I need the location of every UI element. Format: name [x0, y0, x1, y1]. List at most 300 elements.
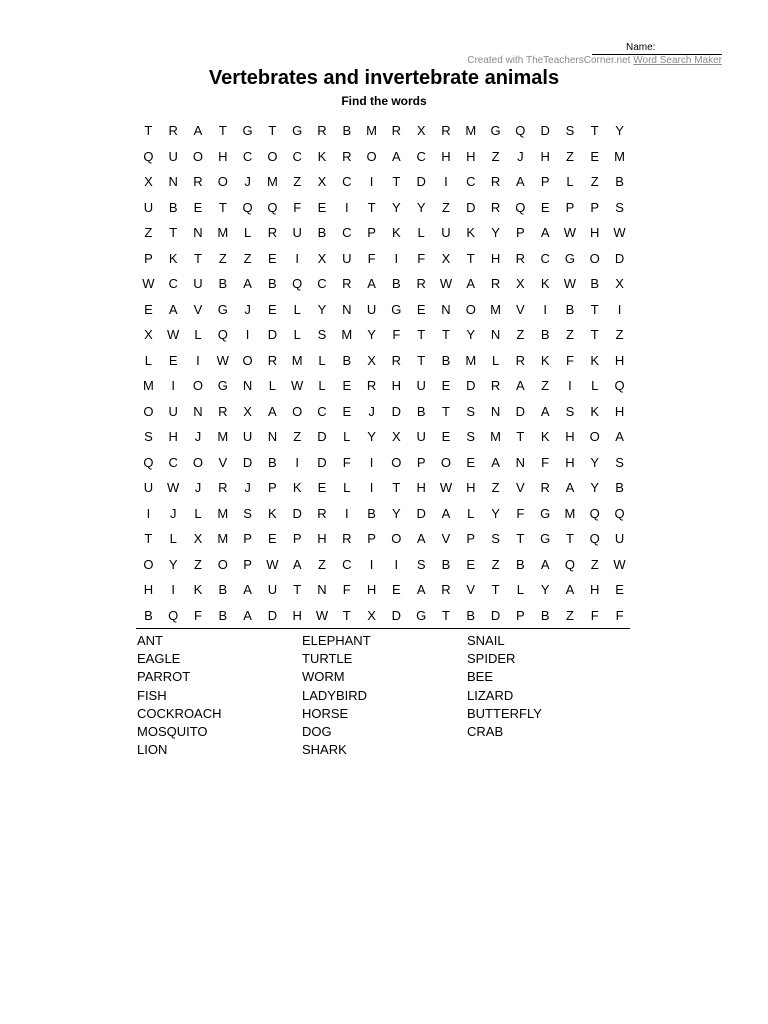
grid-letter: I: [171, 378, 175, 394]
grid-letter: X: [441, 250, 451, 266]
grid-letter: N: [242, 378, 253, 394]
grid-letter: T: [441, 327, 450, 343]
grid-letter: C: [466, 174, 476, 190]
grid-letter: C: [342, 174, 352, 190]
grid-letter: O: [267, 148, 278, 164]
grid-letter: I: [617, 301, 622, 317]
grid-letter: R: [267, 352, 278, 368]
grid-letter: H: [614, 403, 625, 419]
grid-letter: J: [244, 480, 251, 496]
grid-letter: B: [590, 276, 600, 292]
grid-letter: U: [143, 480, 154, 496]
grid-letter: B: [342, 352, 352, 368]
grid-letter: E: [342, 378, 352, 394]
grid-letter: O: [391, 531, 402, 547]
word-list-item: CRAB: [467, 723, 504, 739]
grid-letter: X: [243, 403, 252, 419]
grid-letter: T: [565, 531, 574, 547]
grid-letter: T: [194, 250, 202, 266]
grid-letter: G: [416, 607, 427, 623]
grid-row: [136, 450, 632, 476]
word-list-item: ANT: [137, 633, 163, 648]
grid-letter: R: [218, 403, 228, 419]
grid-letter: R: [540, 480, 550, 496]
grid-letter: E: [317, 480, 327, 496]
grid-letter: R: [342, 148, 352, 164]
grid-letter: M: [217, 429, 229, 445]
grid-letter: W: [167, 327, 180, 343]
grid-letter: L: [491, 352, 500, 368]
grid-letter: U: [342, 250, 352, 266]
grid-letter: B: [317, 225, 327, 241]
grid-letter: O: [242, 352, 253, 368]
grid-letter: T: [466, 250, 475, 266]
grid-row: [136, 297, 632, 323]
grid-letter: I: [245, 327, 250, 343]
word-list-item: BEE: [467, 669, 494, 685]
grid-letter: L: [467, 505, 475, 521]
grid-letter: Y: [590, 454, 600, 470]
grid-letter: W: [266, 556, 279, 572]
grid-letter: B: [615, 480, 624, 496]
grid-letter: Z: [565, 607, 574, 623]
grid-letter: P: [590, 199, 600, 215]
grid-letter: B: [367, 505, 376, 521]
grid-letter: E: [268, 531, 277, 547]
grid-letter: M: [217, 225, 229, 241]
grid-letter: D: [416, 174, 426, 190]
grid-letter: L: [343, 429, 351, 445]
word-list-item: LIZARD: [467, 687, 514, 703]
grid-letter: X: [367, 607, 376, 623]
grid-letter: Z: [218, 250, 227, 266]
grid-letter: Z: [318, 556, 326, 572]
word-search-maker-link[interactable]: Word Search Maker: [633, 55, 722, 66]
grid-letter: Z: [590, 174, 599, 190]
grid-letter: X: [144, 174, 153, 190]
grid-letter: E: [268, 301, 277, 317]
grid-letter: D: [267, 327, 278, 343]
grid-letter: Q: [292, 276, 303, 292]
grid-letter: N: [441, 301, 451, 317]
grid-letter: R: [168, 123, 178, 139]
grid-letter: M: [490, 301, 501, 317]
grid-letter: K: [317, 148, 327, 164]
grid-letter: X: [317, 174, 327, 190]
word-list-item: HORSE: [302, 705, 349, 721]
grid-letter: W: [167, 480, 180, 496]
grid-letter: A: [516, 378, 525, 394]
grid-letter: S: [416, 556, 426, 572]
grid-letter: U: [416, 429, 426, 445]
grid-letter: B: [441, 556, 451, 572]
grid-letter: Y: [367, 429, 376, 445]
grid-letter: O: [391, 454, 402, 470]
grid-letter: O: [465, 301, 476, 317]
grid-letter: Z: [565, 148, 574, 164]
grid-letter: H: [218, 148, 228, 164]
grid-letter: F: [342, 454, 351, 470]
grid-letter: N: [490, 403, 501, 419]
grid-letter: Y: [367, 327, 376, 343]
grid-letter: H: [466, 148, 476, 164]
grid-letter: E: [144, 301, 153, 317]
grid-letter: C: [168, 454, 178, 470]
name-label: Name:: [626, 42, 656, 53]
grid-letter: O: [217, 556, 228, 572]
grid-row: [136, 348, 632, 374]
grid-letter: R: [490, 199, 501, 215]
grid-letter: Y: [491, 505, 500, 521]
grid-letter: N: [193, 403, 203, 419]
grid-letter: T: [590, 301, 599, 317]
grid-letter: I: [568, 378, 572, 394]
grid-letter: Q: [589, 505, 600, 521]
grid-letter: L: [169, 531, 177, 547]
grid-letter: W: [613, 556, 626, 572]
grid-letter: K: [590, 352, 600, 368]
grid-letter: V: [516, 301, 525, 317]
grid-letter: M: [614, 148, 625, 164]
grid-letter: B: [540, 607, 550, 623]
grid-letter: A: [540, 225, 550, 241]
grid-letter: H: [590, 225, 600, 241]
grid-letter: K: [193, 582, 203, 598]
grid-letter: N: [342, 301, 352, 317]
grid-row: [136, 118, 632, 144]
grid-letter: L: [243, 225, 252, 241]
grid-letter: I: [295, 250, 299, 266]
grid-letter: U: [193, 276, 203, 292]
grid-letter: Q: [267, 199, 278, 215]
grid-letter: H: [168, 429, 178, 445]
grid-letter: I: [444, 174, 448, 190]
grid-row: [136, 577, 632, 603]
grid-letter: I: [369, 174, 374, 190]
grid-letter: H: [416, 480, 426, 496]
grid-letter: B: [565, 301, 575, 317]
grid-letter: S: [565, 403, 575, 419]
grid-letter: L: [566, 174, 574, 190]
grid-letter: E: [590, 148, 600, 164]
grid-letter: B: [441, 352, 451, 368]
grid-letter: W: [216, 352, 229, 368]
grid-letter: M: [341, 327, 353, 343]
grid-letter: B: [218, 607, 228, 623]
grid-letter: A: [292, 556, 302, 572]
grid-letter: P: [367, 225, 376, 241]
grid-letter: H: [292, 607, 302, 623]
grid-letter: V: [441, 531, 451, 547]
grid-letter: H: [366, 582, 377, 598]
grid-letter: P: [367, 531, 376, 547]
name-field: [542, 42, 722, 53]
grid-letter: D: [466, 378, 476, 394]
grid-letter: H: [317, 531, 327, 547]
grid-letter: A: [416, 531, 426, 547]
grid-letter: A: [243, 607, 252, 623]
grid-letter: P: [540, 174, 550, 190]
grid-row: [136, 526, 632, 552]
grid-letter: Y: [392, 199, 401, 215]
grid-letter: S: [491, 531, 500, 547]
word-list-item: LION: [137, 742, 168, 758]
grid-letter: F: [565, 352, 574, 368]
grid-letter: C: [168, 276, 178, 292]
grid-letter: O: [192, 378, 204, 394]
grid-row: [136, 271, 632, 297]
grid-letter: C: [317, 276, 327, 292]
grid-letter: T: [516, 531, 525, 547]
grid-letter: T: [218, 199, 227, 215]
grid-letter: D: [267, 607, 278, 623]
grid-letter: B: [342, 123, 352, 139]
grid-letter: Y: [392, 505, 401, 521]
grid-letter: G: [242, 123, 253, 139]
grid-letter: O: [366, 148, 377, 164]
grid-letter: J: [517, 148, 524, 164]
grid-letter: D: [317, 454, 327, 470]
grid-letter: A: [565, 480, 575, 496]
grid-letter: Q: [217, 327, 228, 343]
grid-letter: R: [515, 250, 526, 266]
grid-letter: X: [317, 250, 327, 266]
grid-letter: T: [590, 123, 599, 139]
grid-letter: Y: [168, 556, 178, 572]
grid-letter: Y: [615, 123, 624, 139]
grid-letter: F: [417, 250, 426, 266]
grid-letter: U: [267, 582, 278, 598]
grid-letter: P: [416, 454, 426, 470]
grid-letter: T: [441, 403, 450, 419]
grid-letter: K: [590, 403, 600, 419]
grid-letter: Q: [589, 531, 600, 547]
grid-letter: I: [146, 505, 151, 521]
grid-letter: H: [490, 250, 501, 266]
grid-letter: F: [590, 607, 599, 623]
grid-letter: X: [615, 276, 624, 292]
grid-letter: A: [540, 556, 550, 572]
grid-letter: Z: [293, 174, 302, 190]
grid-letter: R: [366, 378, 377, 394]
grid-letter: L: [144, 352, 153, 368]
word-list-item: SNAIL: [467, 633, 505, 648]
grid-letter: I: [171, 582, 175, 598]
grid-letter: L: [318, 352, 326, 368]
grid-letter: I: [369, 480, 374, 496]
page-title: Vertebrates and invertebrate animals: [208, 67, 560, 89]
grid-letter: P: [565, 199, 575, 215]
grid-letter: R: [342, 276, 352, 292]
grid-letter: H: [540, 148, 550, 164]
grid-row: [136, 322, 632, 348]
grid-letter: N: [515, 454, 526, 470]
grid-letter: U: [292, 225, 302, 241]
grid-letter: K: [466, 225, 476, 241]
grid-letter: T: [417, 352, 426, 368]
credit-text: Created with TheTeachersCorner.net: [467, 55, 631, 66]
grid-letter: W: [142, 276, 155, 292]
grid-row: [136, 603, 632, 629]
grid-row: [136, 501, 632, 527]
grid-row: [136, 246, 632, 272]
grid-letter: L: [268, 378, 276, 394]
grid-letter: H: [391, 378, 402, 394]
grid-letter: G: [490, 123, 501, 139]
grid-letter: H: [441, 148, 451, 164]
grid-letter: L: [591, 378, 599, 394]
grid-letter: I: [394, 250, 399, 266]
grid-letter: W: [563, 225, 577, 241]
grid-letter: A: [392, 148, 401, 164]
grid-letter: C: [342, 556, 352, 572]
grid-letter: D: [466, 199, 476, 215]
word-column-2: [302, 632, 371, 759]
grid-letter: I: [543, 301, 547, 317]
grid-letter: B: [516, 556, 525, 572]
grid-letter: Z: [194, 556, 202, 572]
grid-letter: A: [268, 403, 277, 419]
grid-letter: A: [516, 174, 525, 190]
grid-letter: V: [218, 454, 228, 470]
grid-letter: S: [615, 199, 624, 215]
grid-letter: C: [540, 250, 550, 266]
grid-letter: Z: [491, 480, 500, 496]
credit-line: [467, 55, 722, 66]
grid-letter: R: [391, 123, 402, 139]
grid-letter: T: [169, 225, 178, 241]
grid-letter: R: [267, 225, 278, 241]
grid-letter: E: [268, 250, 277, 266]
grid-letter: P: [516, 225, 525, 241]
grid-letter: F: [615, 607, 624, 623]
grid-letter: U: [366, 301, 377, 317]
grid-letter: V: [193, 301, 203, 317]
word-column-1: [137, 632, 222, 759]
grid-divider: [136, 628, 630, 629]
grid-letter: P: [516, 607, 525, 623]
grid-letter: S: [243, 505, 252, 521]
grid-letter: P: [243, 531, 252, 547]
grid-letter: T: [293, 582, 302, 598]
grid-letter: M: [564, 505, 576, 521]
grid-letter: O: [292, 403, 303, 419]
grid-letter: B: [416, 403, 426, 419]
grid-letter: B: [218, 582, 228, 598]
grid-letter: X: [392, 429, 401, 445]
grid-letter: O: [440, 454, 452, 470]
grid-letter: T: [392, 480, 401, 496]
grid-letter: B: [268, 454, 277, 470]
grid-letter: I: [344, 199, 349, 215]
grid-letter: B: [466, 607, 476, 623]
grid-letter: F: [194, 607, 202, 623]
grid-row: [136, 144, 632, 170]
grid-letter: M: [291, 352, 303, 368]
grid-letter: W: [613, 225, 626, 241]
grid-letter: O: [192, 454, 204, 470]
grid-letter: E: [466, 454, 476, 470]
grid-letter: F: [541, 454, 550, 470]
grid-letter: Z: [516, 327, 525, 343]
grid-letter: E: [168, 352, 178, 368]
grid-letter: Y: [466, 327, 476, 343]
grid-letter: Z: [144, 225, 153, 241]
grid-letter: Z: [615, 327, 624, 343]
word-list-item: MOSQUITO: [137, 723, 208, 739]
grid-letter: Z: [541, 378, 550, 394]
grid-letter: Z: [565, 327, 574, 343]
grid-letter: B: [218, 276, 228, 292]
grid-letter: Z: [491, 148, 500, 164]
grid-letter: K: [168, 250, 178, 266]
grid-letter: D: [391, 403, 402, 419]
grid-letter: R: [218, 480, 228, 496]
grid-letter: O: [143, 556, 154, 572]
grid-letter: S: [615, 454, 624, 470]
grid-letter: D: [292, 505, 302, 521]
grid-letter: W: [563, 276, 577, 292]
grid-letter: W: [439, 276, 453, 292]
grid-letter: I: [295, 454, 299, 470]
grid-letter: G: [217, 301, 228, 317]
grid-letter: L: [293, 301, 301, 317]
grid-letter: P: [268, 480, 277, 496]
grid-letter: W: [315, 607, 329, 623]
grid-letter: M: [266, 174, 278, 190]
grid-letter: I: [344, 505, 349, 521]
grid-letter: F: [293, 199, 302, 215]
grid-letter: A: [565, 582, 575, 598]
grid-letter: I: [369, 556, 374, 572]
grid-letter: J: [194, 480, 202, 496]
grid-letter: J: [368, 403, 375, 419]
word-list-item: SHARK: [302, 742, 347, 758]
grid-letter: N: [168, 174, 178, 190]
grid-letter: R: [317, 123, 327, 139]
grid-letter: N: [267, 429, 278, 445]
grid-letter: U: [614, 531, 625, 547]
grid-letter: T: [268, 123, 277, 139]
grid-letter: L: [293, 327, 301, 343]
grid-letter: E: [392, 582, 401, 598]
grid-letter: V: [466, 582, 476, 598]
grid-letter: D: [490, 607, 501, 623]
grid-row: [136, 399, 632, 425]
grid-letter: T: [367, 199, 376, 215]
grid-letter: Z: [590, 556, 599, 572]
grid-letter: U: [168, 403, 178, 419]
grid-row: [136, 552, 632, 578]
grid-row: [136, 424, 632, 450]
grid-letter: X: [367, 352, 376, 368]
grid-letter: D: [242, 454, 253, 470]
grid-letter: M: [217, 505, 229, 521]
grid-letter: G: [292, 123, 303, 139]
grid-letter: G: [217, 378, 228, 394]
grid-letter: M: [366, 123, 377, 139]
grid-letter: Z: [243, 250, 252, 266]
grid-letter: X: [144, 327, 153, 343]
grid-letter: J: [244, 174, 251, 190]
grid-letter: K: [292, 480, 302, 496]
letter-grid: [136, 118, 632, 628]
grid-letter: K: [540, 429, 550, 445]
grid-letter: R: [193, 174, 203, 190]
grid-letter: R: [441, 582, 451, 598]
grid-letter: Q: [614, 505, 625, 521]
grid-letter: A: [416, 582, 426, 598]
